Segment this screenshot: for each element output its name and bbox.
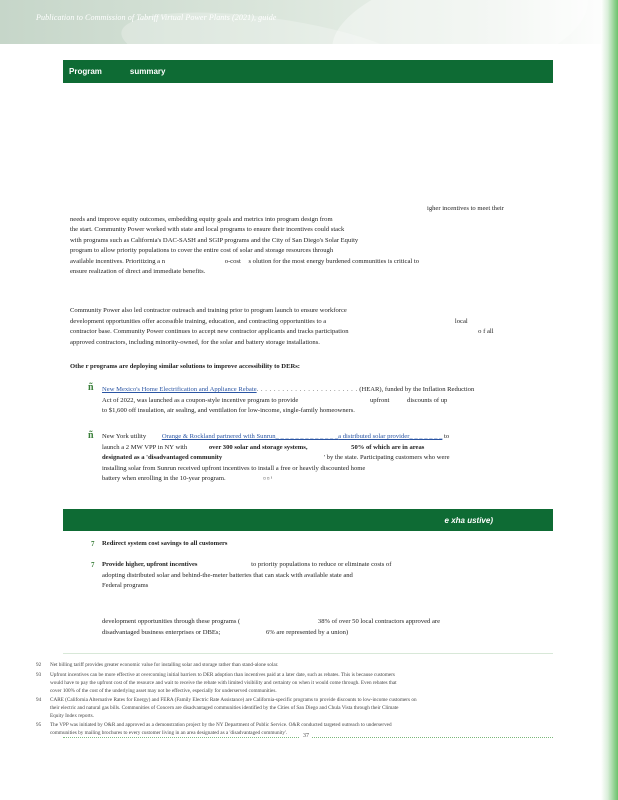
footnote-number: 93 xyxy=(36,672,42,678)
footnote-text: CARE (California Alternative Rates for Energy) and FERA (Family Electric Rate Assistance) are California-specific programs to provide discounts to low-income customers on xyxy=(50,697,417,703)
list-number: 7 xyxy=(91,561,95,569)
list-item-line xyxy=(102,628,348,639)
text-fragment: to priority populations to reduce or eliminate costs of xyxy=(251,561,392,568)
distributed-solar-link[interactable]: a distributed solar provider xyxy=(338,433,410,440)
text-fragment: o f all xyxy=(478,328,494,335)
footnote-text: would have to pay the upfront cost of the resource and wait to receive the rebate with limited visibility and certainty on when it would come through. Even rebates that xyxy=(50,680,397,686)
hear-program-link[interactable]: New Mexico's Home Electrification and Appliance Rebate xyxy=(102,386,257,393)
text-fragment: battery when enrolling in the 10-year program. xyxy=(102,475,226,482)
list-number: 7 xyxy=(91,540,95,548)
body-text-line xyxy=(70,317,468,328)
section-title-word: summary xyxy=(129,67,166,76)
bullet-icon: ñ xyxy=(88,382,94,393)
text-fragment: Act of 2022, was launched as a coupon-style incentive program to provide xyxy=(102,397,299,404)
page-edge-stripe xyxy=(601,0,618,800)
text-fragment: development opportunities offer accessible training, education, and contracting opportunities to a xyxy=(70,318,327,325)
list-item: Redirect system cost savings to all customers xyxy=(102,540,228,547)
link-dashes[interactable]: _ _ _ _ _ _ _ _ _ _ _ _ _ xyxy=(275,433,339,440)
text-fragment: contractor base. Community Power continues to accept new contractor applicants and tracks participation xyxy=(70,328,349,335)
text-fragment: 38% of over 50 local contractors approved are xyxy=(317,618,441,625)
body-text-line xyxy=(70,327,494,338)
bullet-icon: ñ xyxy=(88,430,94,441)
bullet-line: installing solar from Sunrun received upfront incentives to install a free or heavily discounted home xyxy=(102,465,366,472)
text-fragment: s olution for the most energy burdened communities is critical to xyxy=(248,258,420,265)
bullet-line xyxy=(102,453,450,464)
body-text: approved contractors, including minority-owned, for the solar and battery storage installations. xyxy=(70,339,320,346)
bullet-line xyxy=(102,474,272,486)
text-fragment: upfront xyxy=(369,397,390,404)
text-fragment: ' by the state. Participating customers who were xyxy=(323,454,450,461)
footnote-divider xyxy=(63,653,553,654)
subheading: Othe r programs are deploying similar solutions to improve accessibility to DERs: xyxy=(70,363,300,370)
body-text: Community Power also led contractor outreach and training prior to program launch to ensure workforce xyxy=(70,307,347,314)
text-fragment: ¤ ¤ ¹ xyxy=(263,477,273,482)
list-item-line xyxy=(102,560,391,571)
text-fragment: to xyxy=(444,433,450,440)
header-banner xyxy=(0,0,618,44)
list-item-line: Federal programs xyxy=(102,582,149,589)
section-header-recommendations xyxy=(63,509,553,531)
footnote-number: 94 xyxy=(36,697,42,703)
body-text-line xyxy=(70,257,419,268)
bullet-line xyxy=(102,396,447,407)
text-fragment: Provide higher, upfront incentives xyxy=(102,561,198,568)
leader-dots: . . . . . . . . . . . . . . . . . . . . . . . . xyxy=(256,386,358,393)
footnote-text: The VPP was initiated by O&R and approved as a demonstration project by the NY Department of Public Service. O&R conducted targeted outreach to underserved xyxy=(50,722,392,728)
text-fragment: available incentives. Prioritizing a n xyxy=(70,258,166,265)
text-fragment: o-cost xyxy=(224,258,241,265)
text-fragment: local xyxy=(454,318,468,325)
text-fragment: launch a 2 MW VPP in NY with xyxy=(102,444,188,451)
text-fragment: development opportunities through these programs ( xyxy=(102,618,241,625)
orange-rockland-link[interactable]: Orange & Rockland partnered with Sunrun xyxy=(161,433,276,440)
text-fragment: 50% of which are in areas xyxy=(351,444,425,451)
section-title-fragment: e xha ustive) xyxy=(444,516,493,525)
body-text: with programs such as California's DAC-SASH and SGIP programs and the City of San Diego's Solar Equity xyxy=(70,237,359,244)
bullet-line xyxy=(102,443,424,454)
text-fragment: over 300 solar and storage systems, xyxy=(208,444,308,451)
bullet-line xyxy=(102,385,474,396)
body-text: program to allow priority populations to cover the entire cost of solar and storage resources through xyxy=(70,247,334,254)
text-fragment: designated as a 'disadvantaged community xyxy=(102,454,223,461)
list-item-line xyxy=(102,617,440,628)
text-fragment: 6% are represented by a union) xyxy=(265,629,349,636)
footnote-text: Equity Index reports. xyxy=(50,713,94,719)
bullet-line: to $1,600 off insulation, air sealing, and ventilation for low-income, single-family homeowners. xyxy=(102,407,355,414)
body-text: the start. Community Power worked with state and local programs to ensure their incentives could stack xyxy=(70,226,345,233)
footnote-text: cover 100% of the cost of the underlying asset may not be effective, especially for underserved communities. xyxy=(50,688,277,694)
bullet-line xyxy=(102,432,449,443)
list-item-line: adopting distributed solar and behind-the-meter batteries that can stack with available state and xyxy=(102,572,353,579)
footnote-text: Net billing tariff provides greater economic value for installing solar and storage rather than stand-alone solar. xyxy=(50,662,279,668)
body-text: needs and improve equity outcomes, embedding equity goals and metrics into program design from xyxy=(70,216,333,223)
footnote-text: communities by mailing brochures to every customer living in an area designated as a 'disadvantaged community'. xyxy=(50,729,291,737)
page-number: 37 xyxy=(300,733,312,739)
banner-title: Publication to Commission of Tabriff Virtual Power Plants (2021), guide xyxy=(36,13,277,22)
link-dashes[interactable]: _ _ _ _ _ _ _ xyxy=(409,433,443,440)
footnote-text: Upfront incentives can be more effective at overcoming initial barriers to DER adoption than incentives paid at a later date, such as rebates. This is because customers xyxy=(50,672,395,678)
text-fragment: discounts of up xyxy=(407,397,448,404)
footnote-number: 92 xyxy=(36,662,42,668)
footnote-text: their electric and natural gas bills. Communities of Concern are disadvantaged communities identified by the Cities of San Diego and Chula Vista through their Climate xyxy=(50,705,399,711)
text-fragment: New York utility xyxy=(102,433,147,440)
section-header-program-summary xyxy=(63,60,553,83)
section-title-word: Program xyxy=(69,67,102,76)
footnote-number: 95 xyxy=(36,722,42,728)
body-text: ensure realization of direct and immediate benefits. xyxy=(70,268,206,275)
text-fragment: (HEAR), funded by the Inflation Reduction xyxy=(359,386,475,393)
text-fragment: disadvantaged business enterprises or DBEs; xyxy=(102,629,221,636)
body-text: igher incentives to meet their xyxy=(427,205,504,212)
